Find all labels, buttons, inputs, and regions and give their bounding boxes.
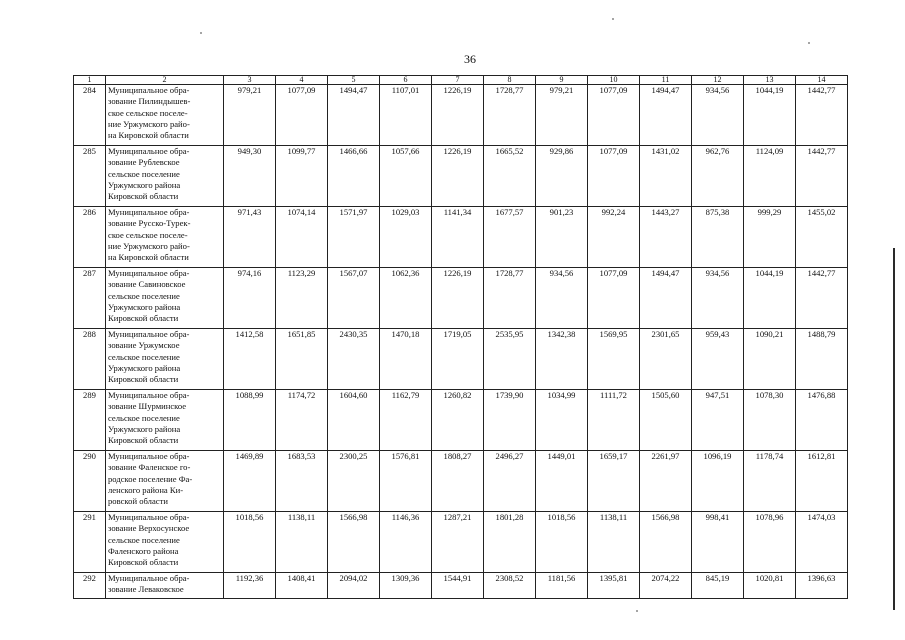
municipality-name-line: Уржумского района	[108, 301, 181, 312]
value-cell: 1566,98	[640, 512, 692, 573]
value-cell: 1474,03	[796, 512, 848, 573]
value-cell: 1576,81	[380, 451, 432, 512]
table-row	[74, 451, 848, 512]
municipality-name	[106, 329, 224, 390]
municipality-name-line: Муниципальное обра-	[108, 390, 190, 400]
value-cell: 1107,01	[380, 85, 432, 146]
column-header: 6	[380, 76, 432, 85]
column-header: 2	[106, 76, 224, 85]
tariff-table	[73, 75, 848, 599]
value-cell: 1018,56	[536, 512, 588, 573]
value-cell: 1062,36	[380, 268, 432, 329]
scan-speck	[636, 610, 638, 612]
value-cell: 1077,09	[588, 85, 640, 146]
table-row	[74, 146, 848, 207]
value-cell: 1396,63	[796, 573, 848, 599]
header-row	[74, 76, 848, 85]
column-header: 13	[744, 76, 796, 85]
municipality-name-line: Муниципальное обра-	[108, 329, 190, 339]
municipality-name	[106, 85, 224, 146]
value-cell: 2430,35	[328, 329, 380, 390]
value-cell: 934,56	[692, 85, 744, 146]
value-cell: 1466,66	[328, 146, 380, 207]
value-cell: 1488,79	[796, 329, 848, 390]
value-cell: 1020,81	[744, 573, 796, 599]
municipality-name-line: зование Верхосунское	[108, 523, 190, 534]
value-cell: 1469,89	[224, 451, 276, 512]
municipality-name-line: зование Леваковское	[108, 584, 184, 595]
value-cell: 1571,97	[328, 207, 380, 268]
value-cell: 1174,72	[276, 390, 328, 451]
value-cell: 979,21	[536, 85, 588, 146]
value-cell: 1090,21	[744, 329, 796, 390]
value-cell: 1442,77	[796, 146, 848, 207]
column-header: 11	[640, 76, 692, 85]
value-cell: 1494,47	[640, 268, 692, 329]
value-cell: 947,51	[692, 390, 744, 451]
municipality-name-line: Кировской области	[108, 191, 179, 202]
value-cell: 1683,53	[276, 451, 328, 512]
value-cell: 1443,27	[640, 207, 692, 268]
table-row	[74, 329, 848, 390]
value-cell: 974,16	[224, 268, 276, 329]
value-cell: 1124,09	[744, 146, 796, 207]
value-cell: 1192,36	[224, 573, 276, 599]
value-cell: 1395,81	[588, 573, 640, 599]
value-cell: 999,29	[744, 207, 796, 268]
municipality-name-line: зование Уржумское	[108, 340, 180, 351]
value-cell: 1078,96	[744, 512, 796, 573]
scan-edge-mark	[893, 248, 895, 610]
value-cell: 1494,47	[640, 85, 692, 146]
value-cell: 1431,02	[640, 146, 692, 207]
value-cell: 2535,95	[484, 329, 536, 390]
value-cell: 1442,77	[796, 268, 848, 329]
municipality-name-line: ленского района Ки-	[108, 484, 184, 495]
value-cell: 1123,29	[276, 268, 328, 329]
table-body	[74, 76, 848, 599]
municipality-name-line: на Кировской области	[108, 130, 189, 141]
value-cell: 1470,18	[380, 329, 432, 390]
column-header: 1	[74, 76, 106, 85]
value-cell: 962,76	[692, 146, 744, 207]
value-cell: 971,43	[224, 207, 276, 268]
value-cell: 1455,02	[796, 207, 848, 268]
municipality-name-line: зование Пилиндышев-	[108, 96, 191, 107]
value-cell: 2301,65	[640, 329, 692, 390]
column-header: 3	[224, 76, 276, 85]
scan-speck	[808, 42, 810, 44]
scan-speck	[612, 18, 614, 20]
value-cell: 1226,19	[432, 146, 484, 207]
municipality-name-line: ние Уржумского райо-	[108, 118, 190, 129]
municipality-name-line: Кировской области	[108, 557, 179, 568]
table-row	[74, 573, 848, 599]
value-cell: 1181,56	[536, 573, 588, 599]
row-number: 290	[74, 451, 106, 512]
column-header: 9	[536, 76, 588, 85]
municipality-name-line: Муниципальное обра-	[108, 207, 190, 217]
value-cell: 1096,19	[692, 451, 744, 512]
value-cell: 1604,60	[328, 390, 380, 451]
municipality-name-line: ское сельское поселе-	[108, 229, 188, 240]
value-cell: 1078,30	[744, 390, 796, 451]
column-header: 10	[588, 76, 640, 85]
municipality-name-line: ское сельское поселе-	[108, 107, 188, 118]
municipality-name-line: Уржумского района	[108, 179, 181, 190]
value-cell: 1566,98	[328, 512, 380, 573]
value-cell: 1309,36	[380, 573, 432, 599]
column-header: 4	[276, 76, 328, 85]
row-number: 284	[74, 85, 106, 146]
municipality-name-line: Муниципальное обра-	[108, 268, 190, 278]
page-number: 36	[464, 52, 476, 66]
value-cell: 1287,21	[432, 512, 484, 573]
municipality-name-line: Муниципальное обра-	[108, 512, 190, 522]
value-cell: 1077,09	[588, 268, 640, 329]
value-cell: 1612,81	[796, 451, 848, 512]
value-cell: 1018,56	[224, 512, 276, 573]
table-row	[74, 268, 848, 329]
value-cell: 875,38	[692, 207, 744, 268]
municipality-name-line: Кировской области	[108, 435, 179, 446]
municipality-name-line: Фаленского района	[108, 545, 179, 556]
municipality-name	[106, 451, 224, 512]
value-cell: 1728,77	[484, 268, 536, 329]
column-header: 8	[484, 76, 536, 85]
value-cell: 1074,14	[276, 207, 328, 268]
value-cell: 2300,25	[328, 451, 380, 512]
municipality-name-line: Муниципальное обра-	[108, 451, 190, 461]
column-header: 12	[692, 76, 744, 85]
value-cell: 1146,36	[380, 512, 432, 573]
value-cell: 1808,27	[432, 451, 484, 512]
municipality-name-line: Муниципальное обра-	[108, 146, 190, 156]
municipality-name-line: сельское поселение	[108, 290, 180, 301]
municipality-name-line: зование Шурминское	[108, 401, 187, 412]
value-cell: 1226,19	[432, 85, 484, 146]
value-cell: 1034,99	[536, 390, 588, 451]
municipality-name-line: зование Рублевское	[108, 157, 180, 168]
value-cell: 1442,77	[796, 85, 848, 146]
value-cell: 959,43	[692, 329, 744, 390]
value-cell: 1057,66	[380, 146, 432, 207]
value-cell: 1801,28	[484, 512, 536, 573]
value-cell: 1099,77	[276, 146, 328, 207]
table-row	[74, 207, 848, 268]
value-cell: 1719,05	[432, 329, 484, 390]
value-cell: 2496,27	[484, 451, 536, 512]
municipality-name-line: ние Уржумского райо-	[108, 240, 190, 251]
value-cell: 1077,09	[276, 85, 328, 146]
value-cell: 2094,02	[328, 573, 380, 599]
row-number: 285	[74, 146, 106, 207]
table-row	[74, 390, 848, 451]
column-header: 7	[432, 76, 484, 85]
municipality-name-line: Уржумского района	[108, 362, 181, 373]
row-number: 288	[74, 329, 106, 390]
value-cell: 1739,90	[484, 390, 536, 451]
value-cell: 949,30	[224, 146, 276, 207]
value-cell: 1342,38	[536, 329, 588, 390]
value-cell: 1412,58	[224, 329, 276, 390]
municipality-name	[106, 207, 224, 268]
municipality-name-line: зование Русско-Турек-	[108, 218, 191, 229]
value-cell: 1659,17	[588, 451, 640, 512]
value-cell: 1111,72	[588, 390, 640, 451]
municipality-name-line: сельское поселение	[108, 412, 180, 423]
value-cell: 1226,19	[432, 268, 484, 329]
value-cell: 1077,09	[588, 146, 640, 207]
value-cell: 934,56	[536, 268, 588, 329]
column-header: 5	[328, 76, 380, 85]
value-cell: 1408,41	[276, 573, 328, 599]
value-cell: 1141,34	[432, 207, 484, 268]
value-cell: 901,23	[536, 207, 588, 268]
municipality-name-line: зование Савиновское	[108, 279, 186, 290]
value-cell: 1544,91	[432, 573, 484, 599]
value-cell: 1449,01	[536, 451, 588, 512]
municipality-name-line: сельское поселение	[108, 534, 180, 545]
municipality-name-line: сельское поселение	[108, 168, 180, 179]
municipality-name-line: Муниципальное обра-	[108, 85, 190, 95]
value-cell: 934,56	[692, 268, 744, 329]
row-number: 291	[74, 512, 106, 573]
row-number: 287	[74, 268, 106, 329]
municipality-name	[106, 390, 224, 451]
value-cell: 1665,52	[484, 146, 536, 207]
column-header: 14	[796, 76, 848, 85]
table-row	[74, 512, 848, 573]
value-cell: 845,19	[692, 573, 744, 599]
value-cell: 2308,52	[484, 573, 536, 599]
value-cell: 1029,03	[380, 207, 432, 268]
scan-speck	[200, 32, 202, 34]
value-cell: 1505,60	[640, 390, 692, 451]
municipality-name-line: на Кировской области	[108, 252, 189, 263]
value-cell: 2261,97	[640, 451, 692, 512]
value-cell: 1677,57	[484, 207, 536, 268]
value-cell: 979,21	[224, 85, 276, 146]
municipality-name-line: зование Фаленское го-	[108, 462, 191, 473]
municipality-name-line: сельское поселение	[108, 351, 180, 362]
value-cell: 1088,99	[224, 390, 276, 451]
value-cell: 1651,85	[276, 329, 328, 390]
value-cell: 1728,77	[484, 85, 536, 146]
value-cell: 998,41	[692, 512, 744, 573]
value-cell: 2074,22	[640, 573, 692, 599]
municipality-name-line: родское поселение Фа-	[108, 473, 193, 484]
table-row	[74, 85, 848, 146]
row-number: 286	[74, 207, 106, 268]
municipality-name-line: Кировской области	[108, 313, 179, 324]
municipality-name	[106, 146, 224, 207]
value-cell: 1260,82	[432, 390, 484, 451]
value-cell: 1138,11	[276, 512, 328, 573]
value-cell: 1569,95	[588, 329, 640, 390]
value-cell: 1044,19	[744, 85, 796, 146]
municipality-name-line: Кировской области	[108, 374, 179, 385]
municipality-name	[106, 573, 224, 599]
value-cell: 1044,19	[744, 268, 796, 329]
municipality-name-line: Муниципальное обра-	[108, 573, 190, 583]
row-number: 292	[74, 573, 106, 599]
municipality-name	[106, 268, 224, 329]
row-number: 289	[74, 390, 106, 451]
municipality-name-line: Уржумского района	[108, 423, 181, 434]
value-cell: 1162,79	[380, 390, 432, 451]
value-cell: 929,86	[536, 146, 588, 207]
value-cell: 1138,11	[588, 512, 640, 573]
value-cell: 1494,47	[328, 85, 380, 146]
value-cell: 992,24	[588, 207, 640, 268]
value-cell: 1567,07	[328, 268, 380, 329]
municipality-name-line: ровской области	[108, 496, 168, 507]
municipality-name	[106, 512, 224, 573]
value-cell: 1178,74	[744, 451, 796, 512]
value-cell: 1476,88	[796, 390, 848, 451]
